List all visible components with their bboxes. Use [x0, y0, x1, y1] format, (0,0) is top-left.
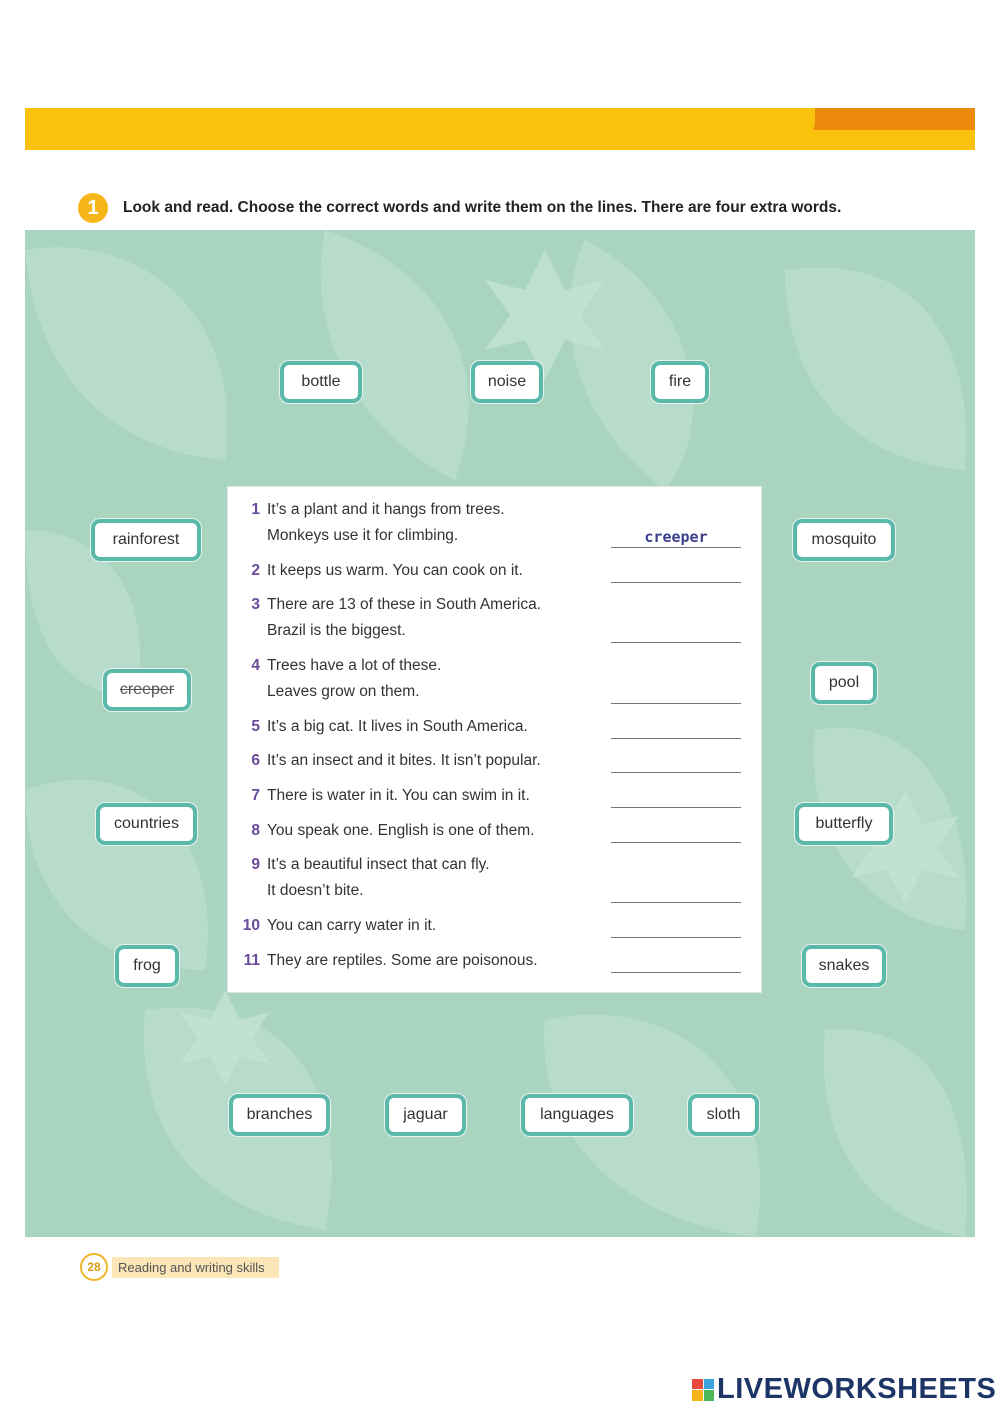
answer-line [611, 642, 741, 643]
word-label: creeper [119, 681, 175, 698]
answer-input[interactable]: creeper [644, 528, 708, 546]
page-footer [80, 1253, 279, 1281]
question-text-2: Brazil is the biggest. [267, 622, 406, 639]
question-text: You speak one. English is one of them. [267, 822, 535, 839]
answer-line [611, 772, 741, 773]
word-label: mosquito [811, 531, 877, 548]
answer-line [611, 547, 741, 548]
question-number: 4 [251, 657, 260, 674]
word-bottle [280, 361, 362, 403]
instruction [78, 192, 841, 224]
word-label: bottle [301, 373, 341, 390]
word-countries [96, 803, 197, 845]
question-number: 11 [243, 952, 260, 969]
question-number: 1 [251, 501, 260, 518]
word-languages [521, 1094, 633, 1136]
word-rainforest [91, 519, 201, 561]
word-label: jaguar [403, 1106, 448, 1123]
question-text-2: Monkeys use it for climbing. [267, 527, 459, 544]
brand-name: LIVEWORKSHEETS [717, 1373, 997, 1405]
word-butterfly [795, 803, 893, 845]
answer-line [611, 972, 741, 973]
word-fire [651, 361, 709, 403]
word-noise [471, 361, 543, 403]
question-text: It’s a beautiful insect that can fly. [267, 856, 490, 873]
question-text: There are 13 of these in South America. [267, 596, 541, 613]
page-number: 28 [80, 1253, 108, 1281]
word-label: sloth [706, 1106, 741, 1123]
answer-line [611, 937, 741, 938]
word-branches [229, 1094, 330, 1136]
word-snakes [802, 945, 886, 987]
question-text-2: It doesn’t bite. [267, 882, 364, 899]
word-jaguar [385, 1094, 466, 1136]
questions-box [228, 487, 761, 992]
liveworksheets-logo-icon [692, 1379, 714, 1401]
word-pool [811, 662, 877, 704]
word-label: branches [246, 1106, 313, 1123]
word-label: languages [540, 1106, 614, 1123]
answer-line [611, 703, 741, 704]
exercise-number-badge: 1 [78, 193, 108, 223]
word-creeper-used [103, 669, 191, 711]
word-label: fire [668, 373, 692, 390]
word-label: butterfly [815, 815, 873, 832]
word-label: pool [828, 674, 860, 691]
word-sloth [688, 1094, 759, 1136]
question-text: It’s an insect and it bites. It isn’t popular. [267, 752, 541, 769]
answer-line [611, 807, 741, 808]
question-text: It keeps us warm. You can cook on it. [267, 562, 523, 579]
question-text: It’s a big cat. It lives in South America. [267, 718, 528, 735]
brand-logo [692, 1373, 996, 1406]
answer-line [611, 842, 741, 843]
instruction-text: Look and read. Choose the correct words and write them on the lines. There are four extra words. [123, 199, 842, 216]
question-text-2: Leaves grow on them. [267, 683, 420, 700]
question-text: Trees have a lot of these. [267, 657, 442, 674]
answer-line [611, 902, 741, 903]
header-banner [25, 108, 975, 150]
question-number: 5 [251, 718, 260, 735]
question-text: It’s a plant and it hangs from trees. [267, 501, 505, 518]
word-label: frog [133, 957, 161, 974]
word-label: noise [487, 373, 527, 390]
word-frog [115, 945, 179, 987]
question-text: You can carry water in it. [267, 917, 437, 934]
answer-line [611, 582, 741, 583]
answer-line [611, 738, 741, 739]
word-label: countries [114, 815, 179, 832]
word-label: rainforest [112, 531, 180, 548]
question-number: 7 [251, 787, 260, 804]
question-number: 6 [251, 752, 260, 769]
word-mosquito [793, 519, 895, 561]
question-number: 10 [242, 917, 260, 934]
banner-yellow-tab [665, 108, 815, 150]
question-text: They are reptiles. Some are poisonous. [267, 952, 538, 969]
question-number: 8 [251, 822, 260, 839]
question-number: 2 [251, 562, 260, 579]
question-number: 9 [251, 856, 260, 873]
question-number: 3 [251, 596, 260, 613]
word-label: snakes [818, 957, 870, 974]
footer-label: Reading and writing skills [112, 1257, 279, 1278]
question-text: There is water in it. You can swim in it. [267, 787, 530, 804]
